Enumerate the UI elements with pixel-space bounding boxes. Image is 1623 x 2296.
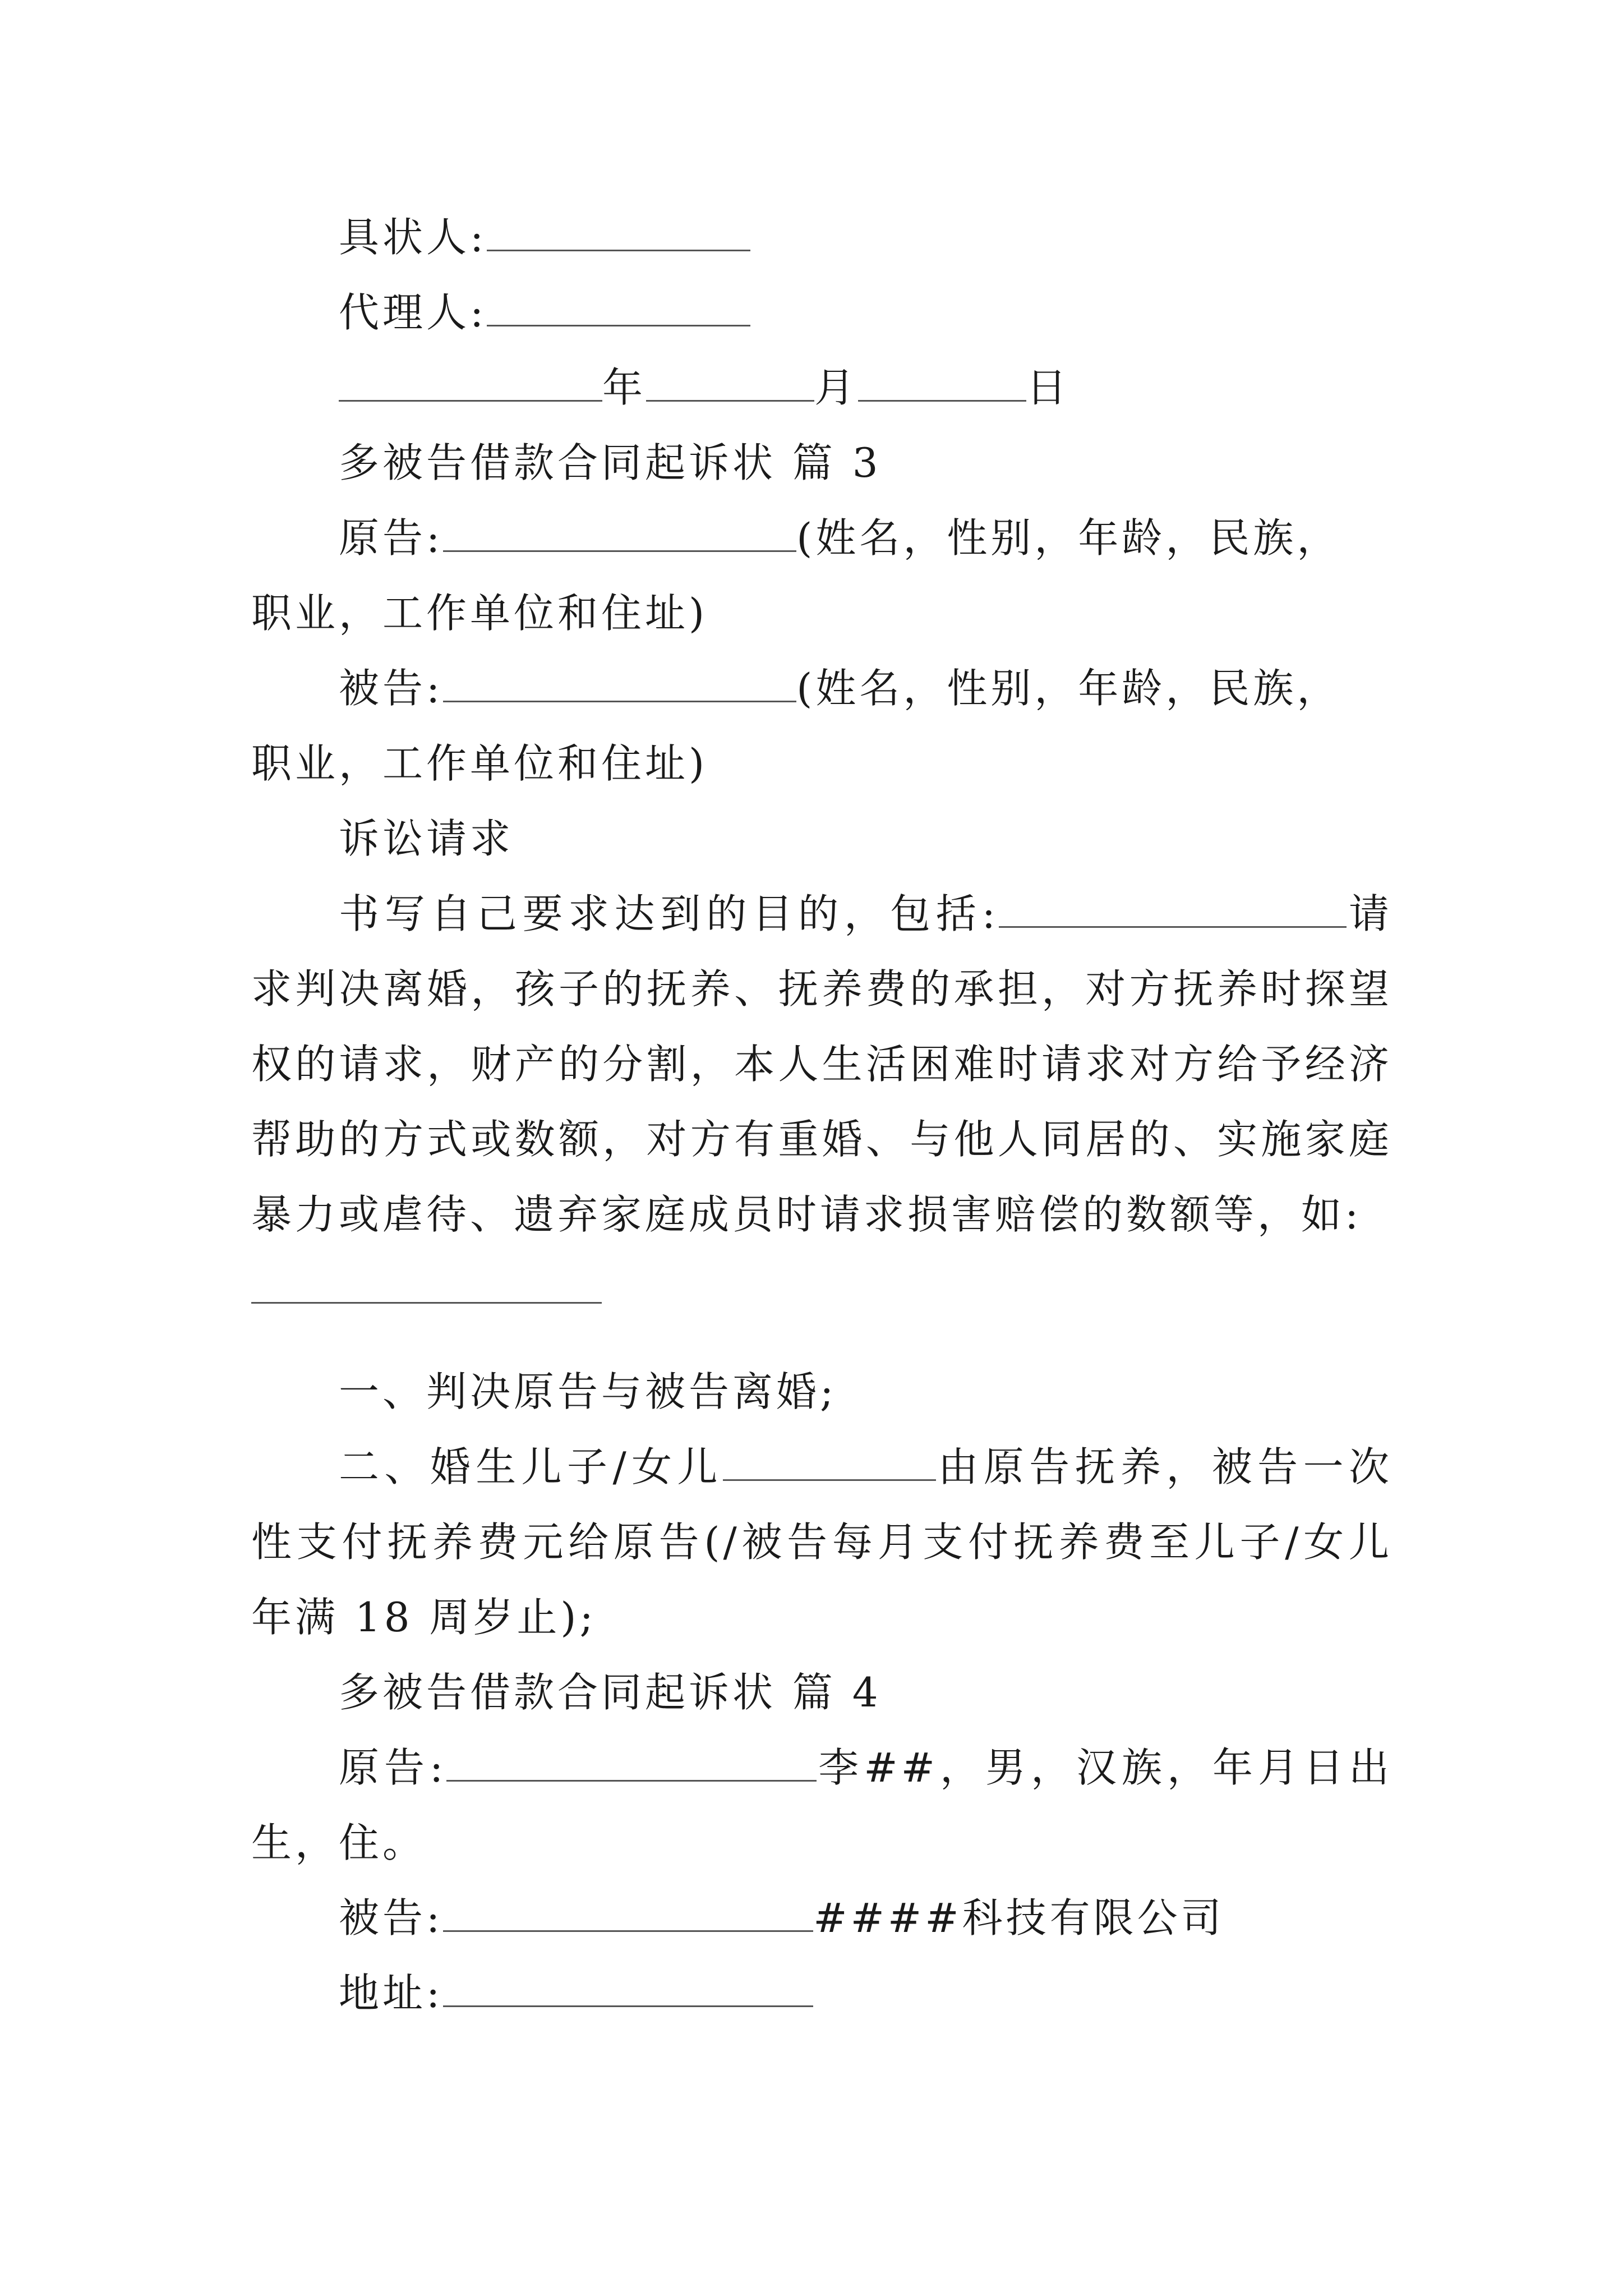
day-blank [858, 356, 1026, 402]
claims-paragraph [251, 876, 1393, 1252]
spacer [251, 1327, 1393, 1354]
s3-plaintiff-note-a: (姓名，性别，年龄，民族， [796, 514, 1341, 562]
month-blank [646, 356, 814, 402]
claims-intro: 书写自己要求达到的目的，包括: [339, 890, 999, 937]
s4-plaintiff-label: 原告: [339, 1744, 447, 1791]
s4-plaintiff-paragraph [251, 1730, 1393, 1880]
s4-address-line [251, 1955, 1393, 2031]
standalone-blank [251, 1258, 602, 1304]
s4-address-label: 地址: [339, 1970, 444, 2017]
agent-line [251, 275, 1393, 350]
section4-title: 多被告借款合同起诉状 篇 4 [339, 1669, 882, 1716]
standalone-blank-line [251, 1252, 1393, 1327]
s3-defendant-blank [443, 657, 796, 702]
claims-blank [999, 882, 1347, 928]
s4-plaintiff-blank [446, 1736, 817, 1782]
s3-plaintiff-blank [443, 507, 796, 552]
s3-plaintiff-line [251, 500, 1393, 576]
s4-address-blank [443, 1962, 813, 2007]
agent-label: 代理人: [339, 289, 487, 336]
complainant-blank [487, 206, 750, 251]
s3-defendant-line [251, 651, 1393, 726]
section3-title: 多被告借款合同起诉状 篇 3 [339, 439, 882, 486]
claim-item-2-b: 由原告抚养，被告一次性支付抚养费元给原告(/被告每月支付抚养费至儿子/女儿年满 18 周岁止); [251, 1443, 1393, 1641]
s3-defendant-note-b: 职业，工作单位和住址) [251, 740, 708, 787]
claim-item-2-a: 二、婚生儿子/女儿 [339, 1443, 723, 1490]
claims-heading: 诉讼请求 [339, 815, 514, 862]
complainant-line [251, 200, 1393, 275]
year-label: 年 [602, 364, 647, 411]
claim-item-2 [251, 1429, 1393, 1655]
s4-defendant-blank [443, 1887, 813, 1932]
s3-plaintiff-note-b: 职业，工作单位和住址) [251, 590, 708, 637]
s3-plaintiff-label: 原告: [339, 514, 444, 562]
s4-defendant-line [251, 1880, 1393, 1955]
s3-defendant-label: 被告: [339, 665, 444, 712]
child-blank [723, 1435, 936, 1481]
year-blank [339, 356, 602, 402]
s4-defendant-label: 被告: [339, 1894, 444, 1941]
claim-item-1: 一、判决原告与被告离婚; [339, 1368, 837, 1415]
s4-defendant-info: ####科技有限公司 [813, 1894, 1225, 1941]
claims-body: 请求判决离婚，孩子的抚养、抚养费的承担，对方抚养时探望权的请求，财产的分割，本人生活困难时请求对方给予经济帮助的方式或数额，对方有重婚、与他人同居的、实施家庭暴力或虐待、遗弃家庭成员时请求损害赔偿的数额等，如: [251, 890, 1393, 1238]
day-label: 日 [1026, 364, 1071, 411]
complainant-label: 具状人: [339, 214, 487, 261]
month-label: 月 [814, 364, 859, 411]
agent-blank [487, 281, 750, 326]
date-line [251, 350, 1393, 425]
s4-plaintiff-info: 李##，男，汉族，年月日出生，住。 [251, 1744, 1393, 1866]
document-body [251, 200, 1393, 2031]
s3-defendant-note-a: (姓名，性别，年龄，民族， [796, 665, 1341, 712]
